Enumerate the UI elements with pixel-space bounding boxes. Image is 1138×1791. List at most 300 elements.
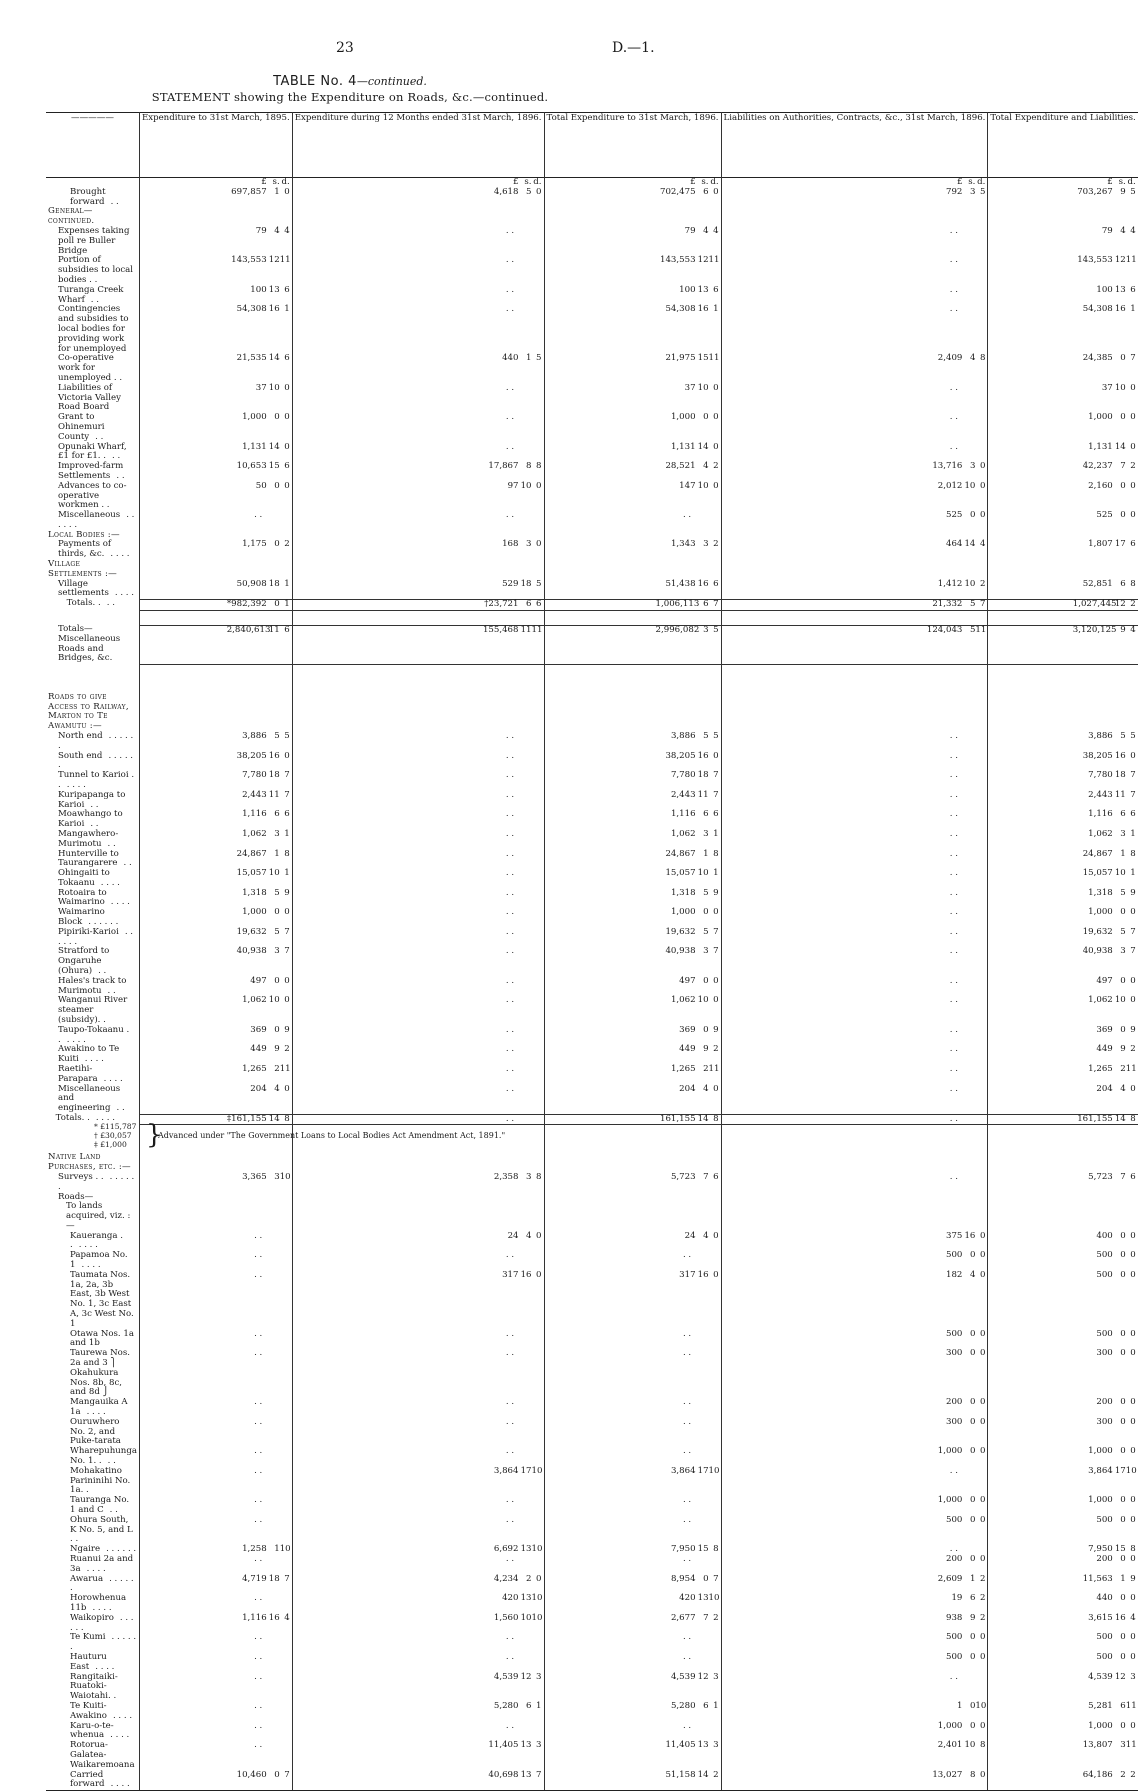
- amount-pounds: 13,027: [932, 1769, 963, 1780]
- row-label-text: Moawhango to Karioi: [58, 809, 123, 830]
- amount-cell: [292, 1202, 544, 1231]
- amount-pounds: 1,000: [670, 412, 696, 423]
- amount-cell: [721, 850, 988, 870]
- amount-shillings: 12: [697, 1671, 709, 1682]
- amount-shillings: 1: [274, 1544, 280, 1555]
- amount-pounds: 500: [1096, 1514, 1113, 1525]
- amount-pence: 0: [536, 1269, 542, 1280]
- amount-pence: 0: [1130, 1720, 1136, 1731]
- amount-cell: [988, 1741, 1138, 1770]
- row-label: [46, 869, 139, 889]
- amount-pence: 6: [1130, 1171, 1136, 1182]
- row-label-text: Te Kuiti-Awakino: [70, 1700, 107, 1721]
- row-label-text: Waimarino Block: [58, 907, 105, 928]
- amount-shillings: 6: [1120, 1700, 1126, 1711]
- amount-nil: . .: [505, 1416, 515, 1427]
- amount-shillings: 16: [268, 750, 280, 761]
- amount-cell: [721, 580, 988, 600]
- amount-pounds: 500: [946, 1514, 963, 1525]
- amount-pounds: 1,343: [670, 539, 696, 550]
- amount-cell: [292, 752, 544, 772]
- amount-cell: [988, 599, 1138, 610]
- amount-cell: [544, 1633, 721, 1653]
- amount-cell: [988, 1467, 1138, 1496]
- amount-pounds: 64,186: [1082, 1769, 1113, 1780]
- amount-shillings: 12: [697, 255, 709, 266]
- amount-pence: 8: [536, 1171, 542, 1182]
- amount-cell: [544, 810, 721, 830]
- amount-cell: [139, 511, 292, 531]
- amount-shillings: 3: [969, 461, 976, 472]
- amount-pounds: 54,308: [236, 304, 267, 315]
- amount-nil: . .: [682, 1397, 692, 1408]
- amount-cell: [544, 850, 721, 870]
- amount-cell: [292, 1653, 544, 1673]
- amount-pounds: 1,062: [1088, 828, 1113, 839]
- amount-cell: [292, 1447, 544, 1467]
- amount-pence: 11: [531, 624, 543, 635]
- amount-pounds: 1,062: [242, 828, 267, 839]
- amount-shillings: 8: [969, 1769, 976, 1780]
- amount-cell: [139, 771, 292, 791]
- row-label-text: Hales's track to Murimotu: [58, 975, 127, 996]
- amount-pounds: 1,062: [242, 995, 267, 1006]
- amount-pounds: 7,950: [670, 1544, 696, 1555]
- amount-pence: 0: [1130, 1514, 1136, 1525]
- amount-shillings: 0: [1120, 1397, 1126, 1408]
- amount-pounds: 3,886: [242, 730, 267, 741]
- amount-cell: [988, 625, 1138, 664]
- spacer-cell: [139, 664, 292, 679]
- unit-label: s.: [1118, 177, 1126, 187]
- amount-cell: [988, 1398, 1138, 1418]
- amount-pounds: 11,563: [1082, 1573, 1113, 1584]
- amount-shillings: 0: [1120, 353, 1126, 364]
- amount-cell: [544, 928, 721, 948]
- amount-cell: [139, 227, 292, 256]
- amount-pence: 7: [713, 770, 719, 781]
- amount-cell: [988, 1045, 1138, 1065]
- amount-shillings: 14: [1114, 441, 1126, 452]
- row-label-text: Expenses taking poll re Buller Bridge: [58, 225, 130, 256]
- amount-pence: 0: [979, 1250, 986, 1261]
- amount-cell: [544, 540, 721, 560]
- amount-pence: 1: [284, 868, 290, 879]
- amount-pounds: 8,954: [670, 1573, 696, 1584]
- amount-nil: . .: [505, 284, 515, 295]
- column-header: Expenditure to 31st March, 1895.: [139, 113, 292, 178]
- row-label: [46, 996, 139, 1025]
- amount-pounds: 4,539: [670, 1671, 696, 1682]
- amount-pounds: 1,000: [242, 412, 267, 423]
- amount-cell: [988, 1271, 1138, 1330]
- amount-pence: 0: [1130, 1553, 1136, 1564]
- amount-shillings: 16: [520, 1269, 532, 1280]
- amount-pence: 8: [713, 1113, 719, 1124]
- amount-pounds: 38,205: [236, 750, 267, 761]
- amount-cell: [544, 1516, 721, 1545]
- amount-pence: 10: [531, 1465, 543, 1476]
- amount-pence: 4: [979, 539, 986, 550]
- row-label-text: Wharepuhunga No. 1. .: [70, 1446, 137, 1467]
- amount-nil: . .: [949, 868, 958, 879]
- amount-shillings: 5: [1120, 926, 1126, 937]
- row-label-text: Village settlements: [58, 578, 109, 599]
- amount-cell: [988, 1026, 1138, 1046]
- amount-pounds: 4,719: [242, 1573, 267, 1584]
- amount-cell: [988, 1114, 1138, 1125]
- amount-nil: . .: [949, 975, 958, 986]
- amount-cell: [721, 227, 988, 256]
- amount-shillings: 0: [703, 975, 709, 986]
- amount-cell: [292, 1193, 544, 1203]
- amount-cell: [139, 1193, 292, 1203]
- row-label: [46, 908, 139, 928]
- row-label: [46, 1653, 139, 1673]
- amount-pounds: 7,950: [1088, 1544, 1113, 1555]
- amount-pounds: 168: [502, 539, 519, 550]
- amount-cell: [721, 1467, 988, 1496]
- amount-pounds: 19,632: [1082, 926, 1113, 937]
- amount-pence: 7: [284, 946, 290, 957]
- amount-shillings: 0: [1120, 510, 1126, 521]
- spacer-cell: [988, 1139, 1138, 1153]
- amount-shillings: 15: [697, 1544, 709, 1555]
- spacer-cell: [46, 610, 139, 625]
- amount-pounds: 24: [684, 1230, 696, 1241]
- footnotes: [94, 1120, 506, 1150]
- spacer-cell: [988, 679, 1138, 693]
- leader-dots: . .: [98, 966, 107, 977]
- row-label: [46, 560, 139, 580]
- amount-pence: 9: [284, 1024, 290, 1035]
- amount-pounds: 15,057: [665, 868, 696, 879]
- amount-cell: [721, 1702, 988, 1722]
- table-row: [46, 1467, 1138, 1496]
- amount-pence: 5: [284, 730, 290, 741]
- amount-cell: [292, 1045, 544, 1065]
- amount-cell: [721, 791, 988, 811]
- amount-shillings: 4: [526, 1230, 532, 1241]
- amount-nil: . .: [682, 1651, 692, 1662]
- amount-shillings: 3: [703, 624, 709, 635]
- amount-cell: [988, 732, 1138, 752]
- spacer-cell: [139, 679, 292, 693]
- amount-pence: 7: [1130, 946, 1136, 957]
- amount-shillings: 0: [969, 1397, 976, 1408]
- amount-shillings: 0: [1120, 1632, 1126, 1643]
- row-label-text: Rotorua-Galatea-Waikaremoana: [70, 1740, 135, 1770]
- amount-cell: [292, 1741, 544, 1770]
- row-label: [46, 384, 139, 413]
- amount-shillings: 14: [964, 539, 976, 550]
- amount-pence: 0: [1130, 382, 1136, 393]
- row-label: [46, 1045, 139, 1065]
- empty-cell: [139, 207, 292, 227]
- amount-pounds: 79: [1101, 225, 1113, 236]
- amount-pence: 7: [713, 789, 719, 800]
- amount-pence: 8: [1130, 1113, 1136, 1124]
- amount-pounds: 11,405: [665, 1740, 696, 1751]
- row-label-text: Wanganui River steamer (subsidy). .: [58, 995, 128, 1026]
- leader-dots: . .: [110, 196, 119, 207]
- amount-cell: [721, 413, 988, 442]
- amount-cell: [292, 1349, 544, 1398]
- amount-cell: [721, 305, 988, 354]
- amount-pence: 11: [975, 624, 987, 635]
- table-row: [46, 1271, 1138, 1330]
- amount-cell: [139, 1545, 292, 1555]
- amount-pounds: ‡161,155: [226, 1113, 267, 1124]
- table-row: [46, 1026, 1138, 1046]
- amount-nil: . .: [682, 1250, 692, 1261]
- amount-pence: 9: [713, 887, 719, 898]
- spacer-row: [46, 664, 1138, 679]
- row-label: [46, 889, 139, 909]
- table-body: [46, 178, 1138, 1791]
- table-row: [46, 1653, 1138, 1673]
- amount-pence: 0: [979, 1230, 986, 1241]
- amount-pence: 2: [1130, 1044, 1136, 1055]
- row-label: [46, 1232, 139, 1252]
- amount-nil: . .: [254, 1700, 263, 1711]
- amount-cell: [139, 1045, 292, 1065]
- leader-dots: . .: [116, 1103, 125, 1114]
- amount-cell: [988, 1496, 1138, 1516]
- amount-shillings: 7: [703, 1612, 709, 1623]
- amount-cell: [721, 1673, 988, 1702]
- amount-pence: 4: [1130, 225, 1136, 236]
- amount-pence: 3: [1130, 1671, 1136, 1682]
- amount-pence: 0: [1130, 1495, 1136, 1506]
- amount-pence: 6: [713, 809, 719, 820]
- amount-pounds: 525: [946, 510, 963, 521]
- table-row: [46, 188, 1138, 208]
- amount-pounds: 6,692: [493, 1544, 519, 1555]
- amount-pence: 7: [1130, 789, 1136, 800]
- amount-shillings: 14: [268, 1113, 280, 1124]
- amount-pounds: 1: [956, 1700, 963, 1711]
- spacer-cell: [988, 1125, 1138, 1140]
- amount-cell: [292, 1614, 544, 1634]
- amount-pounds: 3,864: [493, 1465, 519, 1476]
- row-label-text: Hunterville to Taurangarere: [58, 848, 119, 869]
- amount-shillings: 7: [1120, 1171, 1126, 1182]
- amount-cell: [721, 1633, 988, 1653]
- unit-label: s.: [272, 177, 280, 187]
- amount-shillings: 0: [1120, 412, 1126, 423]
- amount-nil: . .: [505, 907, 515, 918]
- amount-shillings: 0: [969, 1632, 976, 1643]
- table-row: [46, 830, 1138, 850]
- row-label-text: Brought forward: [70, 186, 106, 207]
- table-title-main: TABLE No. 4: [273, 74, 357, 89]
- amount-pence: 4: [1130, 1612, 1136, 1623]
- amount-shillings: 3: [1120, 828, 1126, 839]
- amount-shillings: 7: [1120, 461, 1126, 472]
- amount-cell: [721, 810, 988, 830]
- amount-nil: . .: [254, 1514, 263, 1525]
- spacer-cell: [544, 664, 721, 679]
- empty-cell: [292, 693, 544, 732]
- amount-cell: [139, 599, 292, 610]
- amount-pounds: 1,000: [242, 907, 267, 918]
- amount-pence: 1: [284, 578, 290, 589]
- row-label: [46, 413, 139, 442]
- table-row: [46, 1447, 1138, 1467]
- amount-nil: . .: [254, 1651, 263, 1662]
- page-number: 23: [336, 40, 354, 56]
- amount-cell: [544, 1330, 721, 1350]
- amount-pounds: 200: [1096, 1397, 1113, 1408]
- amount-cell: [988, 947, 1138, 976]
- amount-cell: [139, 305, 292, 354]
- amount-shillings: 6: [526, 598, 532, 609]
- amount-pounds: 2,409: [937, 353, 963, 364]
- amount-cell: [544, 1114, 721, 1125]
- amount-shillings: 3: [274, 828, 280, 839]
- amount-cell: [139, 791, 292, 811]
- document-reference: D.—1.: [612, 40, 655, 56]
- amount-cell: [988, 1173, 1138, 1193]
- amount-cell: [721, 732, 988, 752]
- amount-cell: [544, 1555, 721, 1575]
- amount-cell: [139, 1251, 292, 1271]
- amount-cell: [292, 1173, 544, 1193]
- table-row: [46, 1251, 1138, 1271]
- amount-shillings: 0: [969, 1348, 976, 1359]
- table-row: [46, 443, 1138, 463]
- amount-pence: 0: [979, 1514, 986, 1525]
- amount-cell: [988, 1330, 1138, 1350]
- leader-dots: . . . . . .: [58, 926, 134, 947]
- row-label-text: Awakino to Te Kuiti: [58, 1044, 120, 1065]
- amount-cell: [292, 384, 544, 413]
- amount-pence: 0: [979, 1769, 986, 1780]
- amount-pence: 0: [979, 1328, 986, 1339]
- amount-pence: 2: [979, 578, 986, 589]
- unit-label: £: [956, 177, 963, 187]
- row-label: [46, 443, 139, 463]
- amount-nil: . .: [505, 1328, 515, 1339]
- table-row: [46, 889, 1138, 909]
- amount-cell: [544, 1545, 721, 1555]
- amount-shillings: 14: [697, 1113, 709, 1124]
- amount-nil: . .: [949, 828, 958, 839]
- amount-pence: 11: [1125, 255, 1137, 266]
- amount-cell: [988, 305, 1138, 354]
- row-label: [46, 752, 139, 772]
- amount-nil: . .: [949, 789, 958, 800]
- row-label: [46, 1771, 139, 1791]
- row-label: [46, 1173, 139, 1193]
- row-label-text: Ohura South, K No. 5, and L . .: [70, 1514, 133, 1545]
- amount-pounds: 369: [250, 1024, 267, 1035]
- leader-dots: . . . .: [110, 1730, 130, 1741]
- amount-shillings: 6: [526, 1700, 532, 1711]
- amount-cell: [139, 354, 292, 383]
- amount-pounds: 500: [946, 1250, 963, 1261]
- amount-cell: [292, 286, 544, 306]
- row-label-text: Tauranga No. 1 and C: [70, 1495, 130, 1515]
- amount-pence: 10: [279, 1171, 291, 1182]
- amount-pounds: 400: [1096, 1230, 1113, 1241]
- row-label: [46, 1153, 139, 1173]
- amount-cell: [988, 1702, 1138, 1722]
- amount-nil: . .: [505, 382, 515, 393]
- amount-cell: [721, 928, 988, 948]
- amount-pence: 6: [1130, 809, 1136, 820]
- amount-nil: . .: [949, 995, 958, 1006]
- spacer-cell: [721, 679, 988, 693]
- amount-nil: . .: [505, 975, 515, 986]
- amount-pounds: 500: [946, 1632, 963, 1643]
- amount-cell: [292, 1516, 544, 1545]
- amount-pence: 7: [284, 926, 290, 937]
- amount-nil: . .: [505, 1446, 515, 1457]
- amount-shillings: 13: [697, 1740, 709, 1751]
- amount-nil: . .: [254, 510, 263, 521]
- amount-pence: 0: [713, 1083, 719, 1094]
- amount-shillings: 6: [969, 1593, 976, 1604]
- amount-nil: . .: [254, 1495, 263, 1506]
- amount-pounds: 21,535: [236, 353, 267, 364]
- amount-cell: [292, 354, 544, 383]
- row-label-text: Ngaire: [70, 1544, 101, 1555]
- amount-pence: 10: [531, 1612, 543, 1623]
- amount-cell: [721, 1614, 988, 1634]
- amount-nil: . .: [949, 1113, 958, 1124]
- amount-cell: [721, 540, 988, 560]
- amount-cell: [988, 443, 1138, 463]
- row-label-text: Carried forward: [70, 1769, 105, 1790]
- amount-pounds: 464: [946, 539, 963, 550]
- amount-cell: [721, 1741, 988, 1770]
- empty-cell: [721, 1153, 988, 1173]
- amount-shillings: 16: [1114, 304, 1126, 315]
- amount-shillings: 9: [1120, 1044, 1126, 1055]
- amount-cell: [721, 286, 988, 306]
- spacer-cell: [46, 679, 139, 693]
- row-label-text: Rotoaira to Waimarino: [58, 887, 107, 908]
- row-label-text: Ruanui 2a and 3a: [70, 1553, 134, 1574]
- amount-shillings: 0: [1120, 1593, 1126, 1604]
- amount-cell: [544, 188, 721, 208]
- amount-pounds: 40,938: [236, 946, 267, 957]
- row-label-text: South end: [58, 750, 103, 761]
- amount-pounds: 2,996,082: [655, 624, 700, 635]
- amount-pounds: 1,000: [1088, 1495, 1113, 1506]
- amount-shillings: 9: [274, 1044, 280, 1055]
- amount-cell: [139, 286, 292, 306]
- table-row: [46, 511, 1138, 531]
- amount-cell: [139, 928, 292, 948]
- amount-nil: . .: [949, 1171, 958, 1182]
- amount-pounds: 2,443: [1088, 789, 1113, 800]
- amount-pence: 0: [1130, 1348, 1136, 1359]
- amount-pounds: 1,131: [242, 441, 267, 452]
- head2-row: [46, 1153, 1138, 1173]
- amount-pounds: 525: [1096, 510, 1113, 521]
- amount-cell: [139, 1173, 292, 1193]
- amount-nil: . .: [505, 1495, 515, 1506]
- amount-pence: 9: [1130, 1573, 1136, 1584]
- leader-dots: . .: [95, 431, 104, 442]
- amount-pounds: 317: [679, 1269, 696, 1280]
- amount-nil: . .: [505, 809, 515, 820]
- row-label-text: Taumata Nos. 1a, 2a, 3b East, 3b West No. 1, 3c East A, 3c West No. 1: [70, 1269, 134, 1329]
- amount-pounds: 703,267: [1077, 186, 1113, 197]
